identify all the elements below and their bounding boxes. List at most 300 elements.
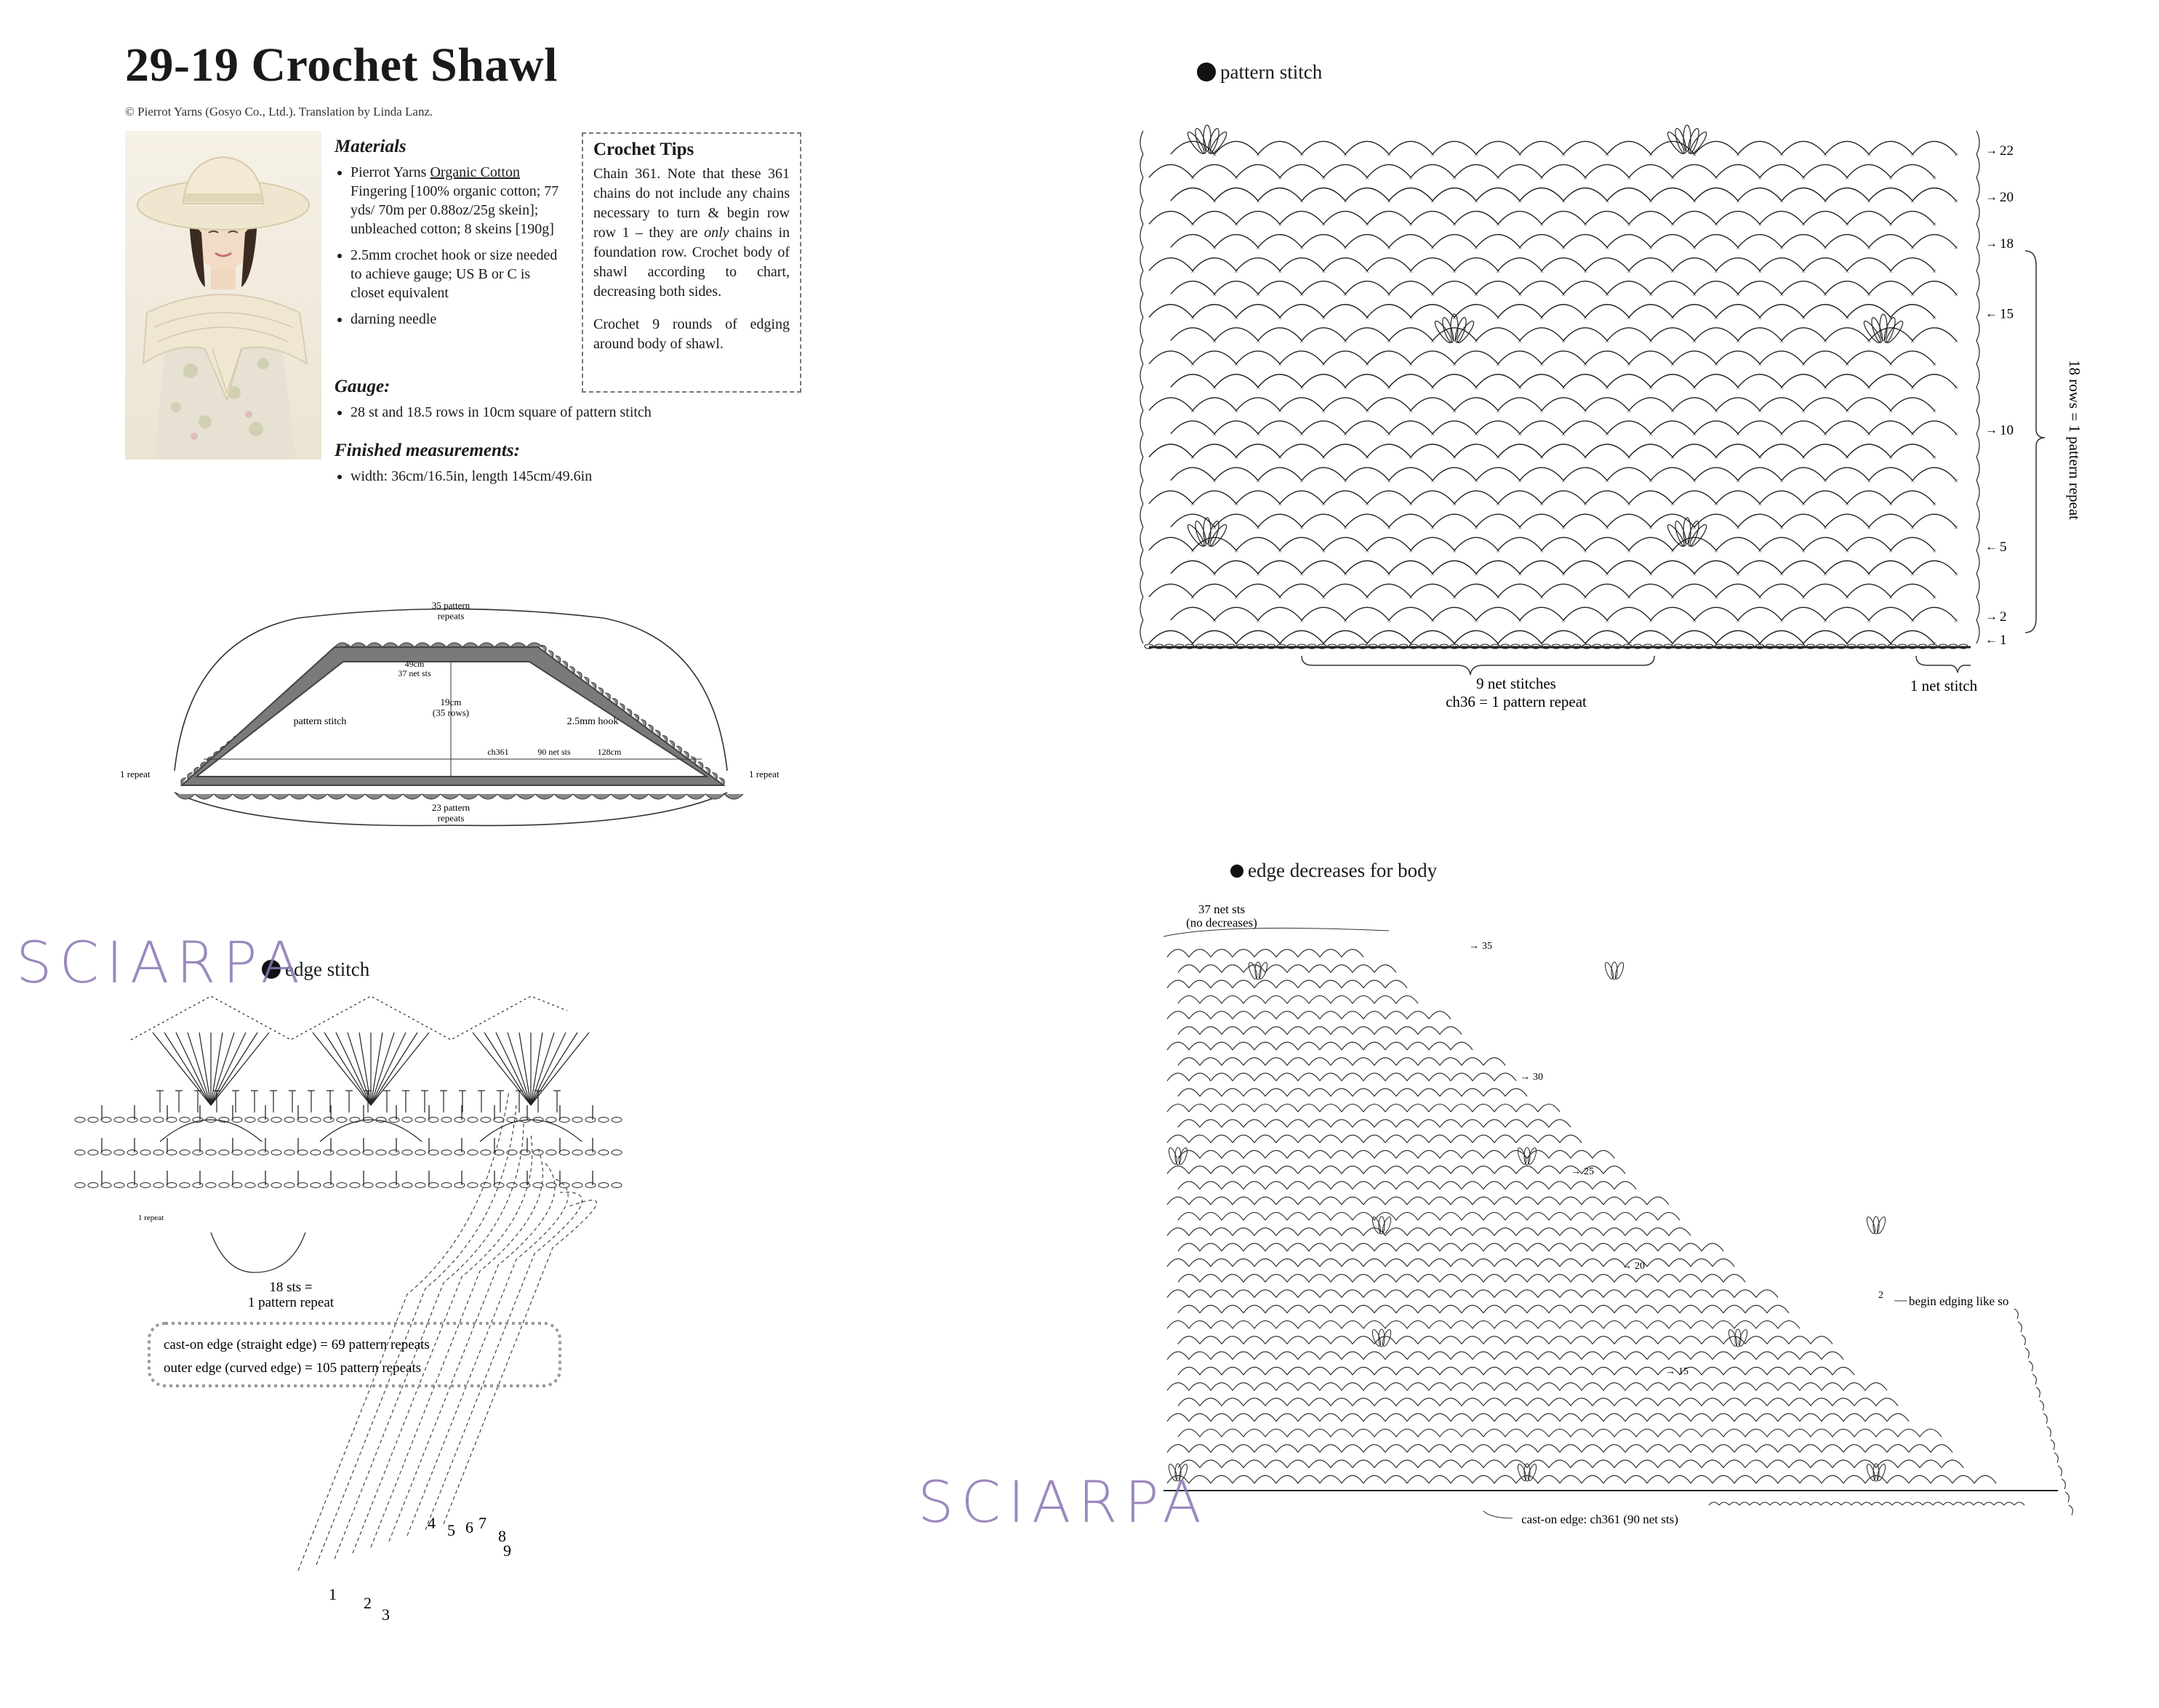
chain-arc [1498,305,1542,318]
sc-mark: × [1888,174,1894,183]
chain-arc [1614,1243,1636,1251]
chain-arc [1149,491,1193,504]
schematic-left-label: pattern stitch [293,716,347,727]
chain-arc [1538,1135,1560,1143]
sc-mark: × [1627,640,1632,649]
chain-arc [1320,1011,1342,1019]
chain-arc [1767,1460,1789,1468]
edge-dec-top-note: 37 net sts (no decreases) [1186,902,1257,930]
chain-arc [1603,1290,1625,1298]
chain-arc [1476,328,1520,341]
chain-stitch [114,1118,124,1123]
chain-arc [1669,1475,1691,1483]
chain-arc [1854,1398,1876,1406]
sc-mark: × [1627,267,1632,276]
chain-stitch [206,1150,216,1155]
chain-arc [1454,398,1498,411]
sc-mark: × [1583,360,1588,369]
chain-stitch [454,1150,465,1155]
sc-mark: × [1714,453,1719,462]
chain-arc [1320,1321,1342,1329]
gauge-list [335,403,742,422]
turning-chain [1140,527,1143,550]
chain-arc [1691,1383,1713,1391]
chain-arc [1280,212,1323,225]
finished-heading: Finished measurements: [335,441,520,460]
chain-arc [1178,1243,1200,1251]
chain-arc [1647,1445,1669,1453]
chain-arc [1560,1290,1582,1298]
sc-mark: × [1649,476,1654,486]
chain-arc [1323,444,1367,457]
chain-arc [1542,584,1585,597]
chain-arc [1236,398,1280,411]
chain-arc [1691,1259,1713,1267]
sc-mark: × [1779,337,1785,346]
chain-stitch [389,1118,399,1123]
sc-mark: × [1365,360,1370,369]
chain-arc [1800,1445,1822,1453]
sc-mark: × [1823,337,1828,346]
chain-arc [1440,1150,1462,1158]
sc-mark: × [1474,476,1479,486]
chain-arc [1243,1336,1265,1344]
chain-stitch [428,1150,438,1155]
edge-round-numbers [329,1514,511,1621]
chain-arc [1149,212,1193,225]
chain-arc [1571,1430,1593,1438]
pattern-stitch-title: pattern stitch [1220,61,1323,83]
chain-arc [1331,1088,1353,1096]
chain-arc [1843,1383,1865,1391]
chain-arc [1647,1259,1669,1267]
sc-mark: × [1365,313,1370,323]
chain-arc [1345,468,1389,481]
chain-arc [1171,235,1214,248]
sc-mark: × [1845,267,1850,276]
chain-arc [1254,1073,1276,1081]
chain-arc [1658,1336,1680,1344]
chain-arc [1520,188,1563,201]
chain-arc [1298,950,1320,958]
chain-arc [1298,1383,1320,1391]
shell-cluster [1880,314,1887,340]
sc-mark: × [1758,406,1763,416]
chain-arc [1298,1042,1320,1050]
sc-mark: × [1670,360,1675,369]
row-arrow: → [1520,1072,1530,1083]
chain-arc [1782,141,1825,154]
sc-mark: × [1299,523,1305,532]
chain-arc [1407,1475,1429,1483]
pattern-bottom-left: 9 net stitches [1476,675,1556,692]
chain-arc [1258,141,1302,154]
chain-arc [1276,1104,1298,1112]
chain-arc [1407,1383,1429,1391]
chain-arc [1516,1259,1538,1267]
chain-arc [1538,1166,1560,1174]
sc-mark: × [1365,546,1370,556]
sc-mark: × [1430,197,1435,207]
chain-stitch [245,1183,255,1188]
chain-arc [1723,1398,1745,1406]
chain-arc [1473,1321,1494,1329]
chain-arc [1803,630,1847,643]
chain-arc [1527,1336,1549,1344]
sc-mark: × [1518,383,1523,393]
chain-arc [1407,1166,1429,1174]
chain-arc [1891,351,1934,364]
edge-decreases-grid [1163,950,2072,1515]
edge-round [444,1200,597,1524]
chain-arc [1625,1414,1647,1422]
sc-mark: × [1343,151,1348,160]
sc-mark: × [1867,290,1872,300]
sc-mark: × [1409,500,1414,509]
chain-arc [1265,1336,1287,1344]
chain-arc [1233,1073,1254,1081]
chain-arc [1200,965,1222,973]
chain-arc [1211,1042,1233,1050]
chain-arc [1847,212,1891,225]
chain-stitch [127,1118,137,1123]
sc-mark: × [1430,151,1435,160]
tips-p1-a: Chain 361. Note that these 361 chains do not include any chains necessary to turn & begin row row 1 – they are [593,166,790,241]
chain-arc [1374,1120,1396,1128]
chain-arc [1832,1430,1854,1438]
chain-arc [1629,351,1673,364]
chain-arc [1254,1197,1276,1205]
sc-mark: × [1539,313,1545,323]
edge-box-line2: outer edge (curved edge) = 105 pattern repeats [164,1360,422,1376]
chain-arc [1549,1275,1571,1283]
chain-arc [1320,1042,1342,1050]
sc-mark: × [1801,267,1806,276]
chain-arc [1243,1460,1265,1468]
chain-arc [1280,351,1323,364]
round-number: 4 [428,1514,436,1532]
sc-mark: × [1256,197,1261,207]
sc-mark: × [1212,476,1217,486]
chain-arc [1342,1228,1363,1236]
bottom-scallop-edge [176,794,743,799]
chain-arc [1236,305,1280,318]
chain-arc [1243,1430,1265,1438]
shell-cluster [1167,1147,1179,1165]
sc-mark: × [1474,430,1479,439]
chain-arc [1287,1460,1309,1468]
chain-arc [1385,980,1407,988]
chain-arc [1803,398,1847,411]
chain-arc [1407,1135,1429,1143]
sc-mark: × [1845,174,1850,183]
chain-arc [1498,351,1542,364]
chain-arc [1407,1104,1429,1112]
sc-mark: × [1321,267,1326,276]
sc-mark: × [1496,267,1501,276]
chain-arc [1847,164,1891,177]
pattern-repeat-brace [2025,251,2045,633]
chain-arc [1265,1213,1287,1221]
chain-arc [1560,1414,1582,1422]
sc-mark: × [1234,546,1239,556]
chain-arc [1243,1058,1265,1066]
chain-arc [1527,1120,1549,1128]
chain-arc [1211,1073,1233,1081]
chain-arc [1254,1135,1276,1143]
chain-arc [1342,980,1363,988]
chain-arc [1607,328,1651,341]
chain-arc [1276,1383,1298,1391]
sc-mark: × [1932,500,1937,509]
sc-mark: × [1452,593,1457,602]
sc-mark: × [1496,546,1501,556]
chain-arc [1847,444,1891,457]
chain-arc [1451,1352,1473,1360]
chain-arc [1233,1259,1254,1267]
sc-mark: × [1561,569,1566,579]
chain-arc [1193,212,1236,225]
sc-mark: × [1888,267,1894,276]
chain-arc [1411,630,1454,643]
chain-arc [1483,1305,1505,1313]
chain-arc [1353,1367,1374,1375]
chain-arc [1418,1150,1440,1158]
chain-arc [1309,996,1331,1004]
sc-mark: × [1910,151,1915,160]
yarn-link[interactable]: Organic Cotton [430,164,520,180]
chain-arc [1276,1445,1298,1453]
sc-mark: × [1321,546,1326,556]
chain-arc [1891,444,1934,457]
chain-stitch [481,1150,491,1155]
chain-arc [1716,630,1760,643]
chain-arc [1607,468,1651,481]
chain-arc [1233,1011,1254,1019]
chain-arc [1385,1321,1407,1329]
chain-arc [1669,1290,1691,1298]
chain-arc [1498,212,1542,225]
sc-mark: × [1932,546,1937,556]
chain-arc [1629,630,1673,643]
sc-mark: × [1452,500,1457,509]
chain-arc [1636,1367,1658,1375]
turning-chain [1140,201,1143,224]
chain-arc [1407,1259,1429,1267]
chain-arc [1298,1290,1320,1298]
chain-arc [1778,1321,1800,1329]
shell-cluster [1206,127,1221,154]
chain-arc [1629,305,1673,318]
sc-mark: × [1518,197,1523,207]
chain-arc [1520,141,1563,154]
chain-arc [1454,164,1498,177]
chain-arc [1287,1367,1309,1375]
chain-arc [1451,1383,1473,1391]
sc-mark: × [1496,593,1501,602]
chain-arc [1760,305,1803,318]
chain-arc [1651,235,1694,248]
chain-arc [1407,1414,1429,1422]
chain-arc [1189,1011,1211,1019]
chain-arc [1374,1430,1396,1438]
chain-arc [1516,1135,1538,1143]
sc-mark: × [1561,476,1566,486]
chain-arc [1254,1445,1276,1453]
treble-stitch [496,1033,531,1105]
chain-arc [1603,1166,1625,1174]
chain-stitch [454,1118,465,1123]
chain-arc [1516,1475,1538,1483]
chain-arc [1585,164,1629,177]
chain-arc [1462,1460,1483,1468]
sc-mark: × [1430,523,1435,532]
chain-arc [1494,1166,1516,1174]
chain-arc [1549,1120,1571,1128]
chain-arc [1505,1460,1527,1468]
chain-arc [1367,305,1411,318]
chain-arc [1636,1460,1658,1468]
chain-arc [1200,1460,1222,1468]
chain-arc [1440,1088,1462,1096]
edge-dec-begin-note: begin edging like so [1909,1294,2009,1308]
sc-mark: × [1649,430,1654,439]
sc-mark: × [1539,640,1545,649]
zigzag-top [131,996,567,1040]
chain-arc [1476,281,1520,294]
chain-arc [1342,1166,1363,1174]
sc-mark: × [1736,151,1741,160]
sc-mark: × [1256,476,1261,486]
chain-arc [1614,1430,1636,1438]
row-arrow: → [1985,422,1998,437]
chain-arc [1585,398,1629,411]
chain-arc [1494,1352,1516,1360]
chain-arc [1396,1213,1418,1221]
chain-arc [1200,1367,1222,1375]
chain-arc [1593,1430,1614,1438]
chain-arc [1603,1475,1625,1483]
chain-arc [1614,1213,1636,1221]
chain-arc [1494,1197,1516,1205]
sc-mark: × [1496,174,1501,183]
chain-arc [1483,1398,1505,1406]
chain-arc [1280,398,1323,411]
chain-arc [1498,444,1542,457]
chain-arc [1167,1321,1189,1329]
chain-arc [1331,1120,1353,1128]
treble-stitch [153,1033,211,1105]
sc-mark: × [1409,453,1414,462]
chain-stitch [598,1183,609,1188]
sc-mark: × [1627,220,1632,230]
sc-mark: × [1736,616,1741,625]
chain-arc [1440,1367,1462,1375]
sc-mark: × [1474,197,1479,207]
chain-stitch [245,1150,255,1155]
chain-arc [1738,514,1782,527]
chain-arc [1254,1290,1276,1298]
chain-arc [1563,561,1607,574]
chain-arc [1593,1367,1614,1375]
chain-arc [1462,1120,1483,1128]
chain-arc [1462,1336,1483,1344]
sc-mark: × [1714,174,1719,183]
sc-mark: × [1256,337,1261,346]
chain-arc [1167,1011,1189,1019]
chain-arc [1614,1305,1636,1313]
chain-stitch [468,1150,478,1155]
sc-mark: × [1321,174,1326,183]
treble-stitch [188,1033,211,1105]
chain-arc [1582,1290,1603,1298]
chain-arc [1498,537,1542,550]
sc-mark: × [1758,220,1763,230]
chain-arc [1843,1475,1865,1483]
chain-arc [1614,1460,1636,1468]
sc-mark: × [1758,546,1763,556]
chain-arc [1374,1150,1396,1158]
chain-stitch [101,1150,111,1155]
chain-arc [1167,1414,1189,1422]
chain-arc [1680,1336,1702,1344]
chain-stitch [468,1118,478,1123]
chain-arc [1320,1166,1342,1174]
sc-mark: × [1823,197,1828,207]
chain-arc [1353,1275,1374,1283]
sc-mark: × [1539,546,1545,556]
chain-arc [1418,1120,1440,1128]
chain-arc [1542,444,1585,457]
chain-arc [1342,1011,1363,1019]
chain-arc [1912,468,1956,481]
chain-stitch [441,1118,452,1123]
chain-arc [1222,1150,1243,1158]
sc-mark: × [1409,360,1414,369]
chain-arc [1658,1460,1680,1468]
chain-arc [1607,421,1651,434]
sc-mark: × [1670,546,1675,556]
chain-arc [1887,1414,1909,1422]
chain-arc [1454,491,1498,504]
chain-stitch [585,1183,596,1188]
sc-mark: × [1801,174,1806,183]
chain-arc [1869,141,1912,154]
chain-arc [1847,630,1891,643]
chain-arc [1716,537,1760,550]
row-arrow: → [1985,609,1998,623]
chain-arc [1276,1197,1298,1205]
row-number: 35 [1482,941,1492,952]
chain-arc [1440,1398,1462,1406]
chain-arc [1345,607,1389,620]
chain-arc [1389,514,1433,527]
chain-arc [1767,1367,1789,1375]
sc-mark: × [1627,546,1632,556]
chain-arc [1734,1414,1756,1422]
chain-arc [1178,1150,1200,1158]
chain-stitch [258,1150,268,1155]
sc-mark: × [1649,197,1654,207]
chain-arc [1429,1259,1451,1267]
chain-arc [1211,1383,1233,1391]
chain-arc [1309,1058,1331,1066]
chain-arc [1476,561,1520,574]
row-number: 20 [2000,190,2014,206]
schematic-right-repeat: 1 repeat [749,769,780,779]
chain-arc [1847,537,1891,550]
chain-arc [1636,1213,1658,1221]
